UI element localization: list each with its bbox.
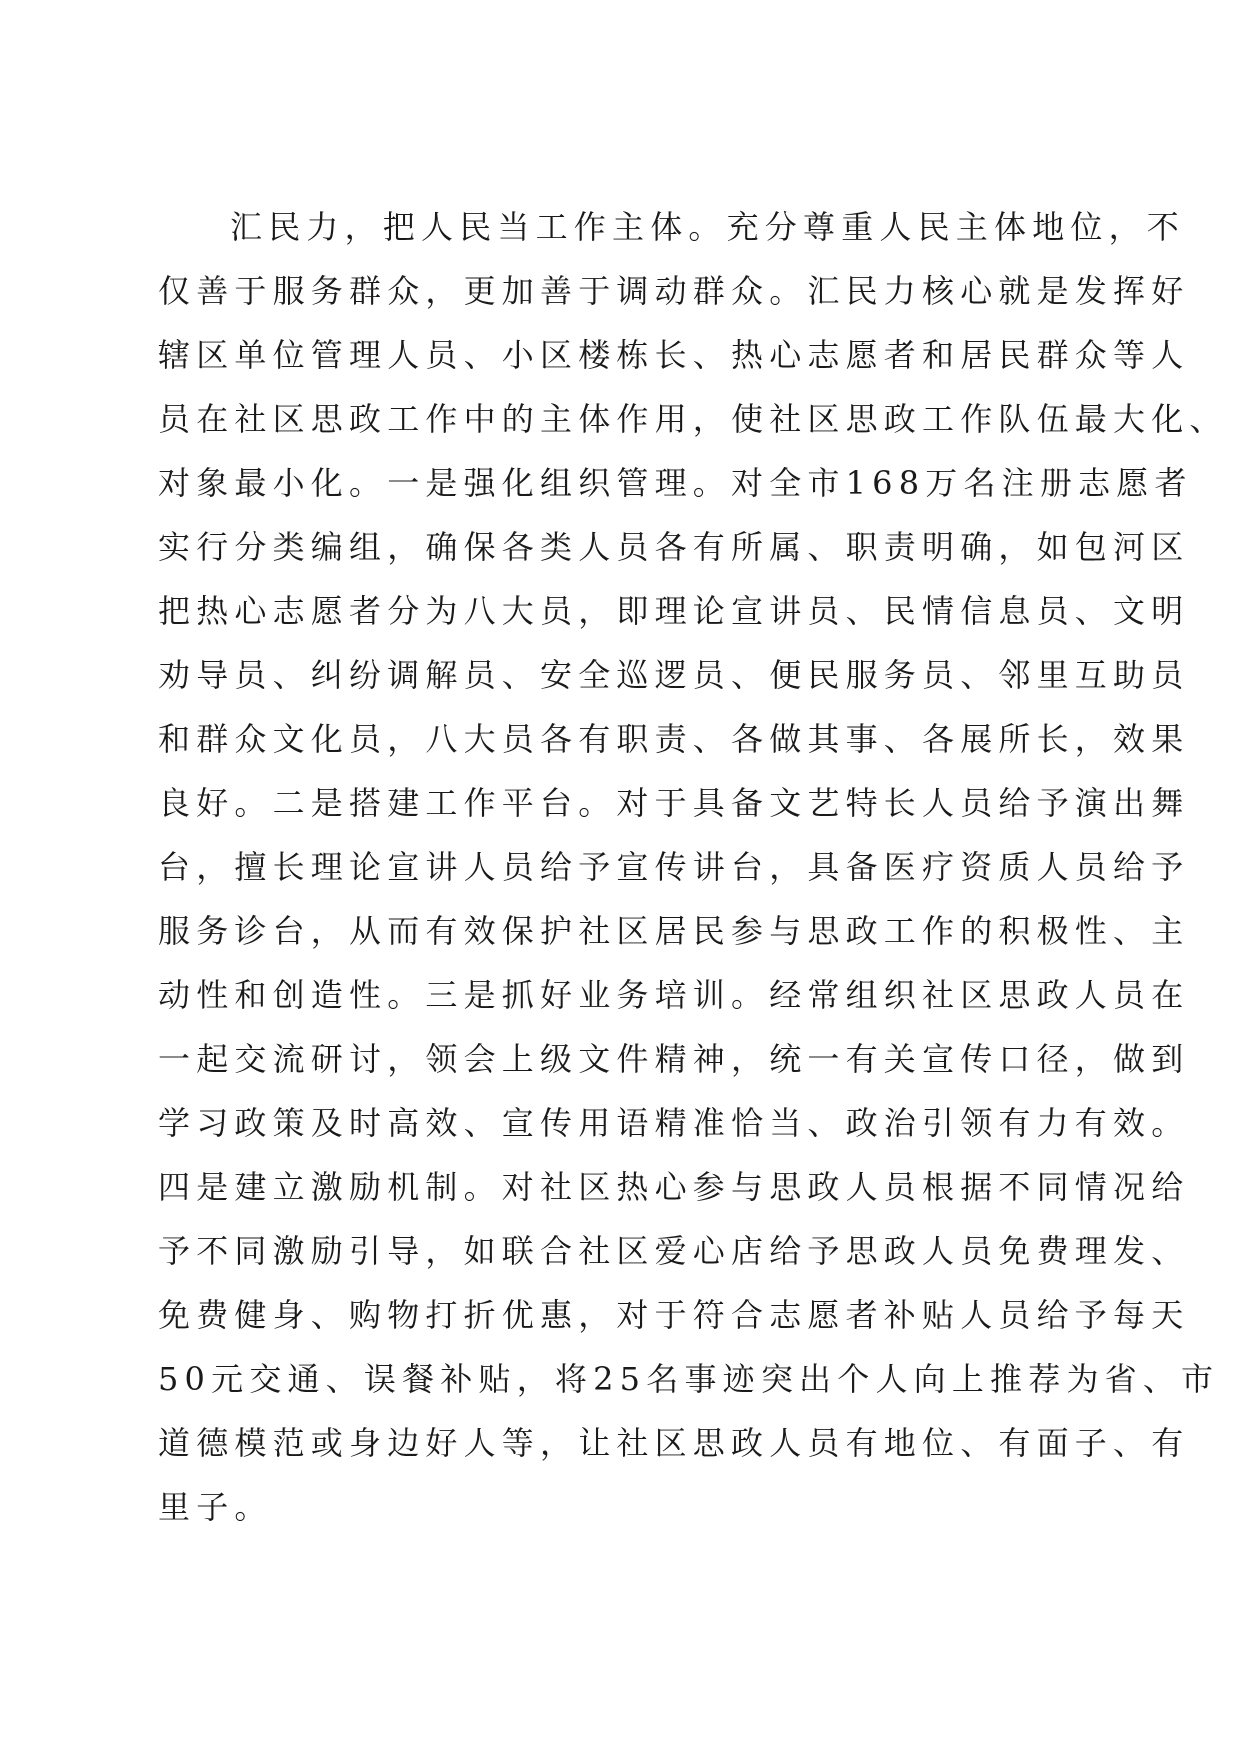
paragraph-line: 免费健身、购物打折优惠，对于符合志愿者补贴人员给予每天 bbox=[158, 1296, 1190, 1334]
paragraph-line: 实行分类编组，确保各类人员各有所属、职责明确，如包河区 bbox=[158, 528, 1190, 566]
paragraph-line: 把热心志愿者分为八大员，即理论宣讲员、民情信息员、文明 bbox=[158, 592, 1190, 630]
body-paragraph bbox=[158, 195, 1228, 1539]
paragraph-line: 汇民力，把人民当工作主体。充分尊重人民主体地位，不 bbox=[230, 208, 1186, 246]
paragraph-line: 道德模范或身边好人等，让社区思政人员有地位、有面子、有 bbox=[158, 1424, 1190, 1462]
paragraph-line: 员在社区思政工作中的主体作用，使社区思政工作队伍最大化、 bbox=[158, 400, 1228, 438]
paragraph-line: 予不同激励引导，如联合社区爱心店给予思政人员免费理发、 bbox=[158, 1232, 1190, 1270]
paragraph-line: 对象最小化。一是强化组织管理。对全市168万名注册志愿者 bbox=[158, 464, 1193, 502]
paragraph-line: 仅善于服务群众，更加善于调动群众。汇民力核心就是发挥好 bbox=[158, 272, 1190, 310]
paragraph-line: 和群众文化员，八大员各有职责、各做其事、各展所长，效果 bbox=[158, 720, 1190, 758]
paragraph-line: 一起交流研讨，领会上级文件精神，统一有关宣传口径，做到 bbox=[158, 1040, 1190, 1078]
paragraph-line: 劝导员、纠纷调解员、安全巡逻员、便民服务员、邻里互助员 bbox=[158, 656, 1190, 694]
paragraph-line: 台，擅长理论宣讲人员给予宣传讲台，具备医疗资质人员给予 bbox=[158, 848, 1190, 886]
paragraph-line: 辖区单位管理人员、小区楼栋长、热心志愿者和居民群众等人 bbox=[158, 336, 1190, 374]
paragraph-line: 学习政策及时高效、宣传用语精准恰当、政治引领有力有效。 bbox=[158, 1104, 1190, 1142]
paragraph-line: 服务诊台，从而有效保护社区居民参与思政工作的积极性、主 bbox=[158, 912, 1190, 950]
paragraph-line: 里子。 bbox=[158, 1488, 273, 1526]
paragraph-line: 50元交通、误餐补贴，将25名事迹突出个人向上推荐为省、市 bbox=[158, 1360, 1220, 1398]
paragraph-line: 动性和创造性。三是抓好业务培训。经常组织社区思政人员在 bbox=[158, 976, 1190, 1014]
paragraph-line: 四是建立激励机制。对社区热心参与思政人员根据不同情况给 bbox=[158, 1168, 1190, 1206]
paragraph-line: 良好。二是搭建工作平台。对于具备文艺特长人员给予演出舞 bbox=[158, 784, 1190, 822]
